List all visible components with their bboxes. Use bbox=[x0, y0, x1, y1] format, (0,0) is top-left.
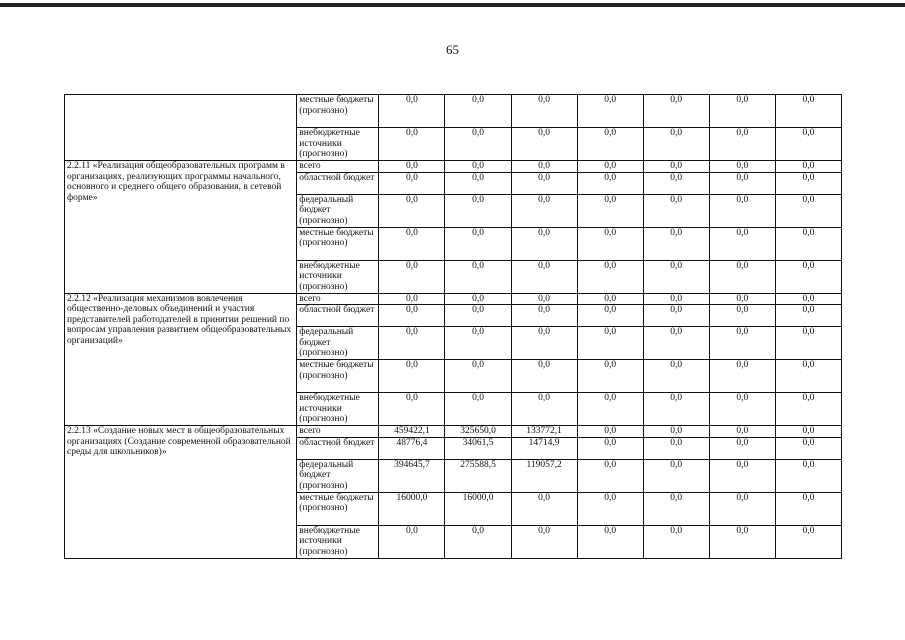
value-cell: 0,0 bbox=[511, 492, 577, 525]
value-cell: 0,0 bbox=[643, 437, 709, 459]
value-cell: 0,0 bbox=[379, 393, 445, 426]
funding-source-cell: местные бюджеты (прогнозно) bbox=[297, 492, 379, 525]
value-cell: 0,0 bbox=[775, 227, 841, 260]
value-cell: 0,0 bbox=[643, 360, 709, 393]
funding-source-cell: всего bbox=[297, 161, 379, 173]
value-cell: 0,0 bbox=[511, 161, 577, 173]
value-cell: 0,0 bbox=[709, 194, 775, 227]
value-cell: 0,0 bbox=[709, 95, 775, 128]
value-cell: 0,0 bbox=[577, 194, 643, 227]
value-cell: 0,0 bbox=[709, 525, 775, 558]
value-cell: 14714,9 bbox=[511, 437, 577, 459]
funding-source-cell: федеральный бюджет (прогнозно) bbox=[297, 194, 379, 227]
value-cell: 0,0 bbox=[577, 227, 643, 260]
value-cell: 0,0 bbox=[379, 128, 445, 161]
funding-source-cell: областной бюджет bbox=[297, 172, 379, 194]
value-cell: 0,0 bbox=[643, 95, 709, 128]
table-row bbox=[65, 161, 842, 173]
value-cell: 0,0 bbox=[445, 172, 511, 194]
value-cell: 0,0 bbox=[643, 260, 709, 293]
top-border-line bbox=[0, 3, 905, 7]
value-cell: 0,0 bbox=[511, 525, 577, 558]
value-cell: 0,0 bbox=[511, 227, 577, 260]
funding-table bbox=[64, 94, 842, 559]
value-cell: 275588,5 bbox=[445, 459, 511, 492]
value-cell: 0,0 bbox=[577, 305, 643, 327]
measure-cell: 2.2.11 «Реализация общеобразовательных программ в организациях, реализующих программы начального, основного и среднего общего образования, в сетевой форме» bbox=[65, 161, 297, 294]
value-cell: 0,0 bbox=[709, 393, 775, 426]
value-cell: 0,0 bbox=[643, 459, 709, 492]
value-cell: 0,0 bbox=[379, 260, 445, 293]
value-cell: 0,0 bbox=[577, 459, 643, 492]
value-cell: 0,0 bbox=[643, 227, 709, 260]
value-cell: 0,0 bbox=[445, 360, 511, 393]
value-cell: 0,0 bbox=[511, 393, 577, 426]
value-cell: 0,0 bbox=[709, 360, 775, 393]
value-cell: 0,0 bbox=[577, 426, 643, 438]
value-cell: 0,0 bbox=[775, 393, 841, 426]
value-cell: 0,0 bbox=[379, 525, 445, 558]
value-cell: 0,0 bbox=[643, 128, 709, 161]
funding-source-cell: всего bbox=[297, 426, 379, 438]
value-cell: 0,0 bbox=[379, 360, 445, 393]
funding-source-cell: областной бюджет bbox=[297, 437, 379, 459]
value-cell: 0,0 bbox=[445, 95, 511, 128]
value-cell: 0,0 bbox=[775, 327, 841, 360]
value-cell: 0,0 bbox=[775, 305, 841, 327]
value-cell: 0,0 bbox=[775, 426, 841, 438]
value-cell: 0,0 bbox=[643, 426, 709, 438]
value-cell: 0,0 bbox=[577, 172, 643, 194]
value-cell: 0,0 bbox=[775, 95, 841, 128]
measure-cell: 2.2.12 «Реализация механизмов вовлечения общественно-деловых объединений и участия представителей работодателей в принятии решений по вопросам управления развитием общеобразовательных организаций» bbox=[65, 293, 297, 426]
value-cell: 459422,1 bbox=[379, 426, 445, 438]
value-cell: 0,0 bbox=[775, 128, 841, 161]
value-cell: 16000,0 bbox=[445, 492, 511, 525]
value-cell: 0,0 bbox=[775, 172, 841, 194]
value-cell: 0,0 bbox=[643, 525, 709, 558]
value-cell: 0,0 bbox=[775, 459, 841, 492]
value-cell: 394645,7 bbox=[379, 459, 445, 492]
value-cell: 0,0 bbox=[709, 172, 775, 194]
value-cell: 0,0 bbox=[643, 194, 709, 227]
value-cell: 133772,1 bbox=[511, 426, 577, 438]
value-cell: 0,0 bbox=[643, 293, 709, 305]
value-cell: 0,0 bbox=[775, 194, 841, 227]
value-cell: 0,0 bbox=[643, 327, 709, 360]
value-cell: 0,0 bbox=[511, 95, 577, 128]
value-cell: 0,0 bbox=[511, 305, 577, 327]
value-cell: 0,0 bbox=[775, 360, 841, 393]
value-cell: 0,0 bbox=[709, 327, 775, 360]
value-cell: 48776,4 bbox=[379, 437, 445, 459]
table-row bbox=[65, 426, 842, 438]
value-cell: 0,0 bbox=[709, 161, 775, 173]
value-cell: 0,0 bbox=[511, 260, 577, 293]
value-cell: 0,0 bbox=[511, 128, 577, 161]
value-cell: 0,0 bbox=[445, 161, 511, 173]
value-cell: 0,0 bbox=[775, 492, 841, 525]
value-cell: 0,0 bbox=[511, 293, 577, 305]
value-cell: 0,0 bbox=[445, 227, 511, 260]
value-cell: 0,0 bbox=[445, 393, 511, 426]
value-cell: 0,0 bbox=[577, 95, 643, 128]
table-row bbox=[65, 293, 842, 305]
value-cell: 0,0 bbox=[643, 393, 709, 426]
funding-source-cell: внебюджетные источники (прогнозно) bbox=[297, 260, 379, 293]
value-cell: 0,0 bbox=[445, 525, 511, 558]
value-cell: 16000,0 bbox=[379, 492, 445, 525]
value-cell: 0,0 bbox=[445, 327, 511, 360]
value-cell: 0,0 bbox=[577, 293, 643, 305]
value-cell: 0,0 bbox=[775, 260, 841, 293]
value-cell: 0,0 bbox=[511, 360, 577, 393]
value-cell: 0,0 bbox=[775, 437, 841, 459]
value-cell: 0,0 bbox=[445, 260, 511, 293]
value-cell: 0,0 bbox=[577, 327, 643, 360]
value-cell: 0,0 bbox=[379, 305, 445, 327]
funding-source-cell: местные бюджеты (прогнозно) bbox=[297, 360, 379, 393]
value-cell: 0,0 bbox=[379, 172, 445, 194]
funding-table-body bbox=[65, 95, 842, 559]
funding-source-cell: местные бюджеты (прогнозно) bbox=[297, 95, 379, 128]
value-cell: 0,0 bbox=[577, 525, 643, 558]
value-cell: 0,0 bbox=[643, 172, 709, 194]
value-cell: 0,0 bbox=[379, 194, 445, 227]
value-cell: 119057,2 bbox=[511, 459, 577, 492]
value-cell: 0,0 bbox=[643, 305, 709, 327]
value-cell: 0,0 bbox=[577, 260, 643, 293]
funding-source-cell: внебюджетные источники (прогнозно) bbox=[297, 393, 379, 426]
value-cell: 0,0 bbox=[709, 459, 775, 492]
value-cell: 0,0 bbox=[709, 492, 775, 525]
value-cell: 0,0 bbox=[577, 393, 643, 426]
value-cell: 0,0 bbox=[709, 293, 775, 305]
value-cell: 0,0 bbox=[577, 437, 643, 459]
value-cell: 0,0 bbox=[379, 293, 445, 305]
funding-source-cell: областной бюджет bbox=[297, 305, 379, 327]
value-cell: 0,0 bbox=[775, 525, 841, 558]
value-cell: 325650,0 bbox=[445, 426, 511, 438]
value-cell: 0,0 bbox=[775, 161, 841, 173]
value-cell: 0,0 bbox=[709, 437, 775, 459]
value-cell: 0,0 bbox=[511, 194, 577, 227]
funding-source-cell: внебюджетные источники (прогнозно) bbox=[297, 525, 379, 558]
value-cell: 0,0 bbox=[379, 161, 445, 173]
value-cell: 0,0 bbox=[709, 128, 775, 161]
funding-source-cell: внебюджетные источники (прогнозно) bbox=[297, 128, 379, 161]
funding-source-cell: всего bbox=[297, 293, 379, 305]
measure-cell bbox=[65, 95, 297, 161]
value-cell: 0,0 bbox=[709, 260, 775, 293]
page-number: 65 bbox=[446, 42, 459, 57]
value-cell: 0,0 bbox=[577, 360, 643, 393]
value-cell: 0,0 bbox=[577, 161, 643, 173]
funding-source-cell: федеральный бюджет (прогнозно) bbox=[297, 327, 379, 360]
value-cell: 0,0 bbox=[511, 172, 577, 194]
value-cell: 0,0 bbox=[445, 293, 511, 305]
measure-cell: 2.2.13 «Создание новых мест в общеобразовательных организациях (Создание современной образовательной среды для школьников)» bbox=[65, 426, 297, 559]
value-cell: 0,0 bbox=[379, 327, 445, 360]
value-cell: 0,0 bbox=[709, 227, 775, 260]
value-cell: 0,0 bbox=[379, 227, 445, 260]
value-cell: 0,0 bbox=[577, 128, 643, 161]
value-cell: 0,0 bbox=[643, 161, 709, 173]
table-row bbox=[65, 95, 842, 128]
value-cell: 0,0 bbox=[445, 128, 511, 161]
value-cell: 0,0 bbox=[643, 492, 709, 525]
value-cell: 0,0 bbox=[445, 194, 511, 227]
value-cell: 0,0 bbox=[775, 293, 841, 305]
funding-source-cell: федеральный бюджет (прогнозно) bbox=[297, 459, 379, 492]
value-cell: 0,0 bbox=[511, 327, 577, 360]
value-cell: 34061,5 bbox=[445, 437, 511, 459]
funding-source-cell: местные бюджеты (прогнозно) bbox=[297, 227, 379, 260]
value-cell: 0,0 bbox=[709, 305, 775, 327]
value-cell: 0,0 bbox=[379, 95, 445, 128]
value-cell: 0,0 bbox=[445, 305, 511, 327]
value-cell: 0,0 bbox=[709, 426, 775, 438]
value-cell: 0,0 bbox=[577, 492, 643, 525]
